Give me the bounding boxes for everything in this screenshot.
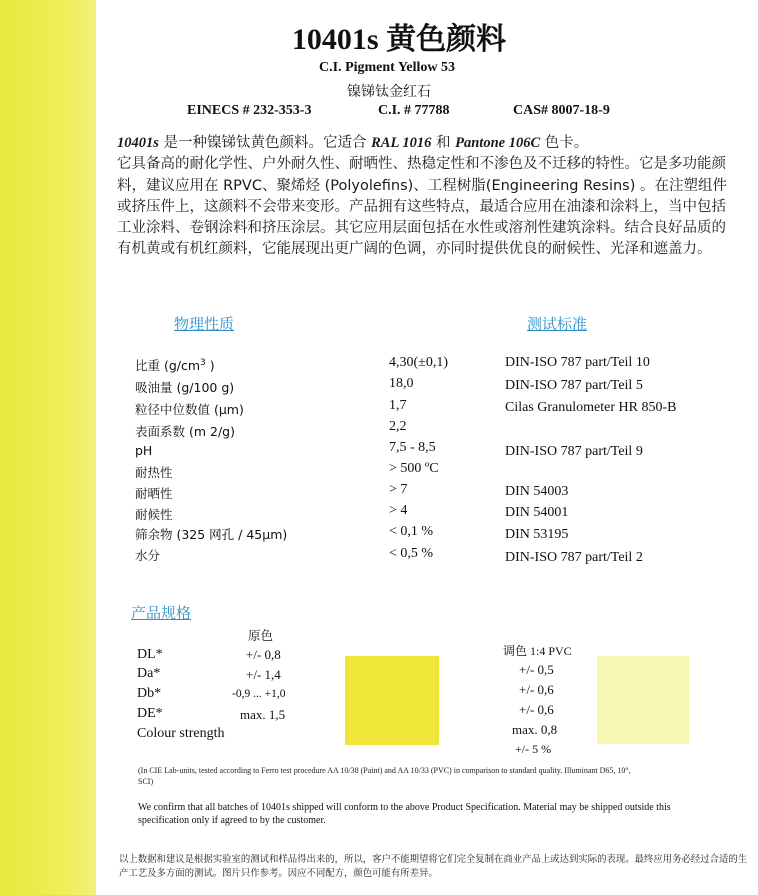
property-value: 7,5 - 8,5 (389, 440, 436, 455)
property-label: 耐晒性 (135, 486, 173, 501)
property-label: 筛余物 (325 网孔 / 45µm) (135, 527, 288, 542)
spec-full-value: max. 1,5 (240, 707, 286, 722)
intro-text-2: 色卡。 (540, 135, 589, 151)
einecs-number: EINECS # 232-353-3 (187, 103, 312, 118)
property-standard: DIN-ISO 787 part/Teil 2 (505, 550, 643, 565)
property-value: > 4 (389, 503, 408, 518)
cie-note-line-2: SCI) (138, 777, 154, 786)
spec-full-value: +/- 1,4 (246, 667, 281, 682)
cie-note-line-1: (In CIE Lab-units, tested according to Ferro test procedure AA 10/38 (Paint) and AA 10/33 (PVC) in comparison to standard quality. Illuminant D65, 10°, (138, 766, 631, 775)
spec-label: Da* (137, 666, 161, 681)
chinese-chemical-name: 镍锑钛金红石 (347, 84, 431, 100)
intro-pantone-code: Pantone 106C (455, 135, 541, 151)
spec-tint-value: +/- 0,6 (519, 702, 554, 717)
tint-swatch (597, 656, 689, 744)
full-shade-swatch (345, 656, 439, 745)
intro-text-1: 是一种镍锑钛黄色颜料。它适合 (158, 135, 372, 151)
property-value: 1,7 (389, 398, 407, 413)
product-spec-heading: 产品规格 (131, 604, 192, 622)
property-standard: DIN-ISO 787 part/Teil 9 (505, 444, 643, 459)
property-standard: DIN 54003 (505, 484, 569, 499)
page-title: 10401s 黄色颜料 (291, 23, 507, 56)
property-standard: DIN-ISO 787 part/Teil 10 (505, 355, 650, 370)
property-label: 表面系数 (m 2/g) (135, 424, 235, 439)
intro-ral-code: RAL 1016 (371, 135, 432, 151)
intro-and: 和 (431, 135, 456, 151)
physical-properties-heading: 物理性质 (174, 315, 235, 333)
test-standard-heading: 测试标准 (527, 315, 588, 333)
spec-label: Db* (137, 686, 162, 701)
intro-product-code: 10401s (117, 135, 159, 151)
cas-number: CAS# 8007-18-9 (513, 103, 610, 118)
spec-label: DE* (137, 706, 163, 721)
spec-full-value: +/- 0,8 (246, 647, 281, 662)
property-label: 水分 (135, 548, 161, 563)
intro-paragraph (117, 133, 737, 261)
spec-tint-value: +/- 5 % (515, 742, 552, 756)
disclaimer-footer: 以上数据和建议是根据实验室的测试和样品得出来的，所以，客户不能期望将它们完全复制在商业产品上或达到实际的表现。最终应用务必经过合适的生产工艺及多方面的测试。图片只作参考。因应不同配方，颜色可能有所差异。 (119, 854, 748, 879)
spec-tint-value: max. 0,8 (512, 722, 558, 737)
property-label: 比重 ($g/cm^3$ ) (135, 357, 215, 373)
spec-tint-value: +/- 0,5 (519, 662, 554, 677)
tint-heading: 调色 1:4 PVC (503, 644, 572, 658)
property-label: 吸油量 (g/100 g) (135, 380, 235, 395)
property-value: > 500 ºC (389, 461, 439, 476)
intro-body: 它具备高的耐化学性、户外耐久性、耐晒性、热稳定性和不渗色及不迁移的特性。它是多功能颜料，建议应用在 RPVC、聚烯烃 (Polyolefins)、工程树脂(Engineering Resins) 。在注塑组件或挤压件上，这颜料不会带来变形。产品拥有这些特点，最适合应用在油漆和涂料上，当中包括工业涂料、卷钢涂料和挤压涂层。其它应用层面包括在水性或溶剂性建筑涂料。结合良好品质的有机黄或有机红颜料，它能展现出更广阔的色调，亦同时提供优良的耐候性、光泽和遮盖力。 (117, 156, 728, 258)
spec-label: Colour strength (137, 726, 225, 741)
property-value: 18,0 (389, 376, 414, 391)
property-value: < 0,1 % (389, 524, 434, 539)
property-value: 4,30(±0,1) (389, 355, 449, 370)
property-standard: DIN 53195 (505, 527, 569, 542)
property-label: pH (135, 443, 153, 458)
yellow-side-bar (0, 0, 96, 895)
ci-number: C.I. # 77788 (378, 103, 450, 118)
confirmation-statement: We confirm that all batches of 10401s shipped will conform to the above Product Specification. Material may be shipped outside this specification only if agreed to by the customer. (138, 802, 671, 826)
spec-tint-value: +/- 0,6 (519, 682, 554, 697)
pigment-subtitle: C.I. Pigment Yellow 53 (319, 60, 455, 75)
property-label: 耐候性 (135, 507, 173, 522)
property-standard: Cilas Granulometer HR 850-B (505, 400, 677, 415)
property-value: 2,2 (389, 419, 407, 434)
spec-label: DL* (137, 647, 163, 662)
property-label: 耐热性 (135, 465, 173, 480)
property-label: 粒径中位数值 (µm) (135, 402, 244, 417)
property-value: > 7 (389, 482, 408, 497)
spec-full-value: -0,9 ... +1,0 (232, 688, 286, 700)
full-shade-heading: 原色 (248, 628, 274, 643)
property-standard: DIN-ISO 787 part/Teil 5 (505, 378, 643, 393)
property-standard: DIN 54001 (505, 505, 569, 520)
property-value: < 0,5 % (389, 546, 434, 561)
